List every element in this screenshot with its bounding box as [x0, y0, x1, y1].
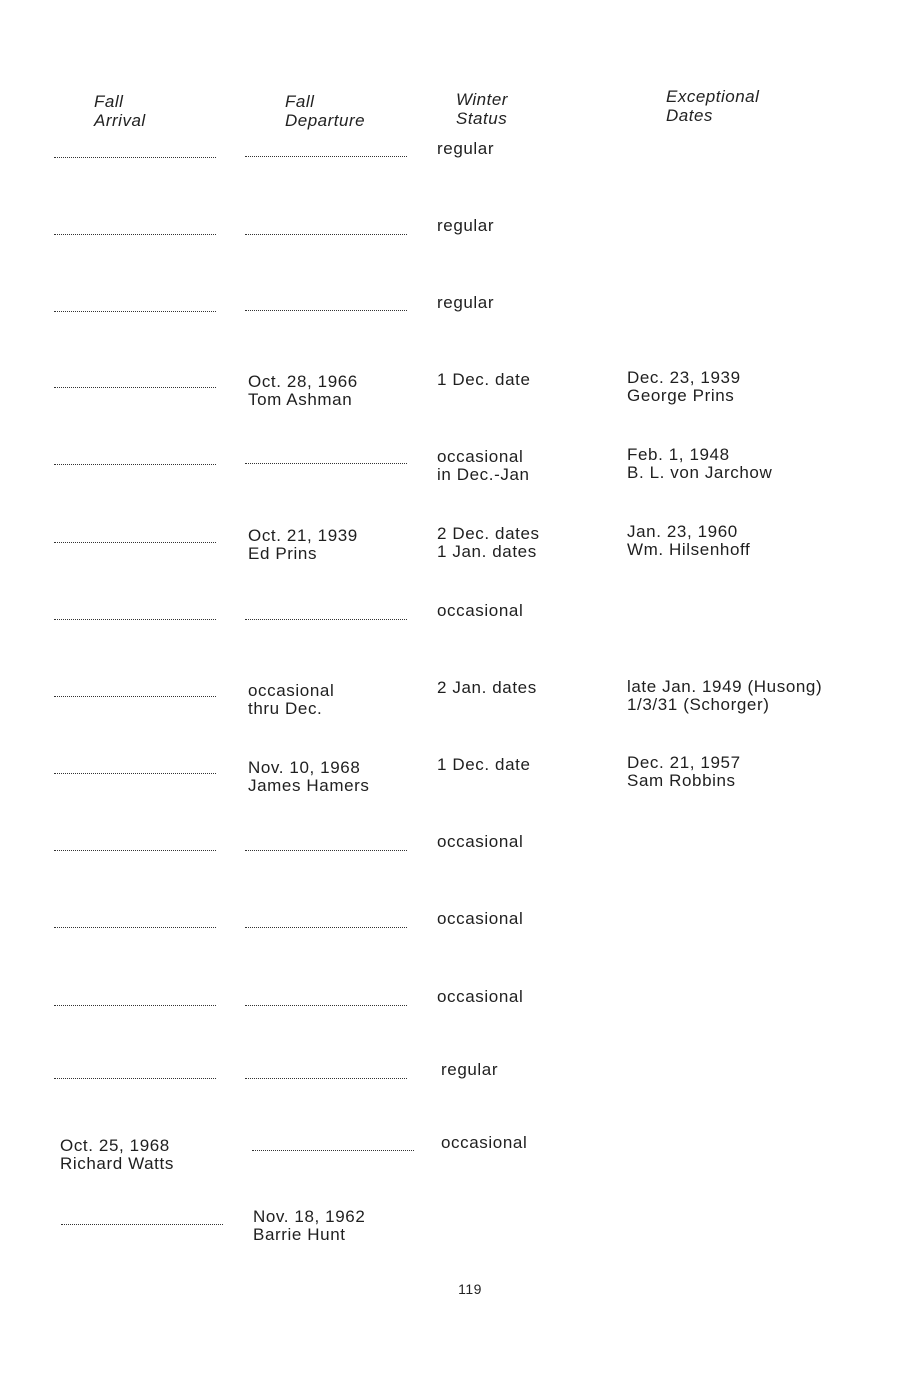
header-fall-arrival: Fall Arrival [94, 92, 146, 130]
blank-arrival-line [54, 464, 216, 465]
winter-status: occasional [437, 987, 524, 1006]
blank-arrival-line [54, 696, 216, 697]
table-row [0, 910, 900, 970]
blank-arrival-line [54, 387, 216, 388]
blank-departure-line [245, 234, 407, 235]
fall-departure: Oct. 21, 1939 Ed Prins [248, 526, 358, 563]
page-number: 119 [458, 1281, 482, 1297]
blank-arrival-line [54, 234, 216, 235]
blank-arrival-line [61, 1224, 223, 1225]
winter-status: occasional [437, 909, 524, 928]
winter-status: 2 Dec. dates 1 Jan. dates [437, 524, 540, 561]
winter-status: 1 Dec. date [437, 370, 531, 389]
table-row [0, 140, 900, 200]
table-row [0, 1061, 900, 1121]
blank-departure-line [245, 156, 407, 157]
blank-departure-line [245, 1005, 407, 1006]
table-row [0, 522, 900, 585]
winter-status: regular [437, 216, 495, 235]
header-exceptional-dates: Exceptional Dates [666, 87, 760, 125]
winter-status: regular [437, 139, 495, 158]
blank-arrival-line [54, 1078, 216, 1079]
table-row [0, 217, 900, 277]
blank-arrival-line [54, 1005, 216, 1006]
fall-arrival: Oct. 25, 1968 Richard Watts [60, 1136, 174, 1173]
blank-arrival-line [54, 311, 216, 312]
header-fall-departure: Fall Departure [285, 92, 366, 130]
fall-departure: Oct. 28, 1966 Tom Ashman [248, 372, 358, 409]
winter-status: 2 Jan. dates [437, 678, 537, 697]
blank-departure-line [245, 850, 407, 851]
fall-departure: Nov. 18, 1962 Barrie Hunt [253, 1207, 366, 1244]
table-row [0, 294, 900, 354]
winter-status: regular [437, 293, 495, 312]
table-row [0, 1207, 900, 1267]
fall-departure: Nov. 10, 1968 James Hamers [248, 758, 370, 795]
table-row [0, 679, 900, 739]
winter-status: occasional [437, 601, 524, 620]
table-row [0, 447, 900, 507]
blank-departure-line [245, 463, 407, 464]
header-winter-status: Winter Status [456, 90, 508, 128]
winter-status: occasional [437, 832, 524, 851]
table-row [0, 988, 900, 1048]
blank-arrival-line [54, 542, 216, 543]
winter-status: occasional [441, 1133, 528, 1152]
fall-departure: occasional thru Dec. [248, 681, 335, 718]
winter-status: 1 Dec. date [437, 755, 531, 774]
exceptional-dates: late Jan. 1949 (Husong) 1/3/31 (Schorger) [627, 677, 823, 714]
table-row [0, 753, 900, 816]
table-row [0, 1134, 900, 1194]
blank-arrival-line [54, 850, 216, 851]
table-row [0, 833, 900, 893]
exceptional-dates: Dec. 23, 1939 George Prins [627, 368, 741, 405]
exceptional-dates: Dec. 21, 1957 Sam Robbins [627, 753, 741, 790]
blank-departure-line [252, 1150, 414, 1151]
blank-arrival-line [54, 927, 216, 928]
blank-departure-line [245, 619, 407, 620]
table-row [0, 602, 900, 662]
blank-departure-line [245, 310, 407, 311]
blank-arrival-line [54, 157, 216, 158]
blank-arrival-line [54, 619, 216, 620]
exceptional-dates: Jan. 23, 1960 Wm. Hilsenhoff [627, 522, 751, 559]
blank-departure-line [245, 927, 407, 928]
table-row [0, 370, 900, 430]
blank-arrival-line [54, 773, 216, 774]
winter-status: occasional in Dec.-Jan [437, 447, 530, 484]
blank-departure-line [245, 1078, 407, 1079]
exceptional-dates: Feb. 1, 1948 B. L. von Jarchow [627, 445, 773, 482]
winter-status: regular [441, 1060, 499, 1079]
